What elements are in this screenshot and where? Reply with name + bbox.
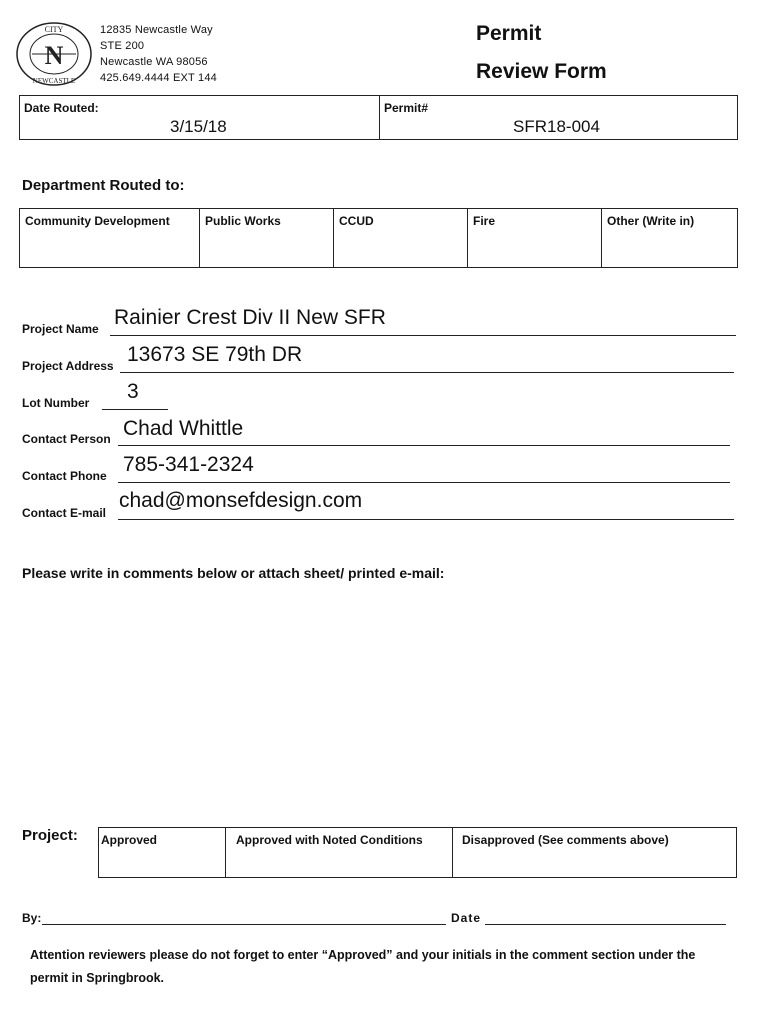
svg-text:CITY: CITY (44, 25, 64, 34)
form-title-line2: Review Form (476, 60, 607, 83)
contact-email-underline (118, 519, 734, 520)
address-line: 12835 Newcastle Way (100, 24, 213, 36)
project-name-field[interactable]: Rainier Crest Div II New SFR (114, 306, 386, 329)
routing-box (19, 95, 738, 140)
lot-number-underline (102, 409, 168, 410)
permit-number-value[interactable]: SFR18-004 (513, 117, 600, 136)
address-line: 425.649.4444 EXT 144 (100, 72, 217, 84)
project-address-field[interactable]: 13673 SE 79th DR (127, 343, 303, 366)
by-label: By: (22, 911, 42, 925)
contact-person-field[interactable]: Chad Whittle (123, 417, 244, 440)
department-table (19, 208, 738, 268)
permit-number-label: Permit# (384, 101, 429, 115)
decision-disapproved[interactable]: Disapproved (See comments above) (462, 833, 669, 847)
project-name-underline (110, 335, 736, 336)
decision-approved-with-conditions[interactable]: Approved with Noted Conditions (226, 828, 453, 877)
contact-person-underline (118, 445, 730, 446)
department-heading: Department Routed to: (22, 177, 185, 194)
by-signature-line[interactable] (42, 924, 446, 925)
comments-prompt: Please write in comments below or attach sheet/ printed e-mail: (22, 565, 445, 581)
svg-text:N: N (44, 41, 64, 70)
project-address-label: Project Address (22, 359, 114, 373)
date-label: Date (451, 911, 482, 925)
contact-email-label: Contact E-mail (22, 506, 107, 520)
routing-divider (379, 96, 380, 139)
comments-area[interactable] (22, 592, 736, 812)
city-address-block (100, 22, 217, 86)
project-address-underline (120, 372, 734, 373)
project-decision-label: Project: (22, 827, 78, 844)
contact-phone-field[interactable]: 785-341-2324 (123, 453, 254, 476)
decision-approved[interactable]: Approved (99, 828, 226, 877)
address-line: Newcastle WA 98056 (100, 56, 208, 68)
dept-community-development[interactable]: Community Development (20, 209, 200, 267)
svg-text:NEWCASTLE: NEWCASTLE (32, 77, 76, 85)
lot-number-field[interactable]: 3 (127, 380, 139, 403)
dept-fire[interactable]: Fire (468, 209, 602, 267)
dept-ccud[interactable]: CCUD (334, 209, 468, 267)
date-signature-line[interactable] (485, 924, 726, 925)
city-seal-logo (14, 20, 94, 88)
lot-number-label: Lot Number (22, 396, 90, 410)
dept-other[interactable]: Other (Write in) (607, 214, 695, 228)
contact-phone-underline (118, 482, 730, 483)
contact-phone-label: Contact Phone (22, 469, 107, 483)
form-title-line1: Permit (476, 22, 542, 45)
date-routed-value[interactable]: 3/15/18 (170, 117, 227, 136)
date-routed-label: Date Routed: (24, 101, 99, 115)
contact-email-field[interactable]: chad@monsefdesign.com (119, 489, 363, 512)
project-decision-table (98, 827, 737, 878)
dept-public-works[interactable]: Public Works (200, 209, 334, 267)
contact-person-label: Contact Person (22, 432, 111, 446)
project-name-label: Project Name (22, 322, 99, 336)
reviewer-notice: Attention reviewers please do not forget to enter “Approved” and your initials in the comment section under the permit in Springbrook. (30, 948, 696, 985)
address-line: STE 200 (100, 40, 145, 52)
